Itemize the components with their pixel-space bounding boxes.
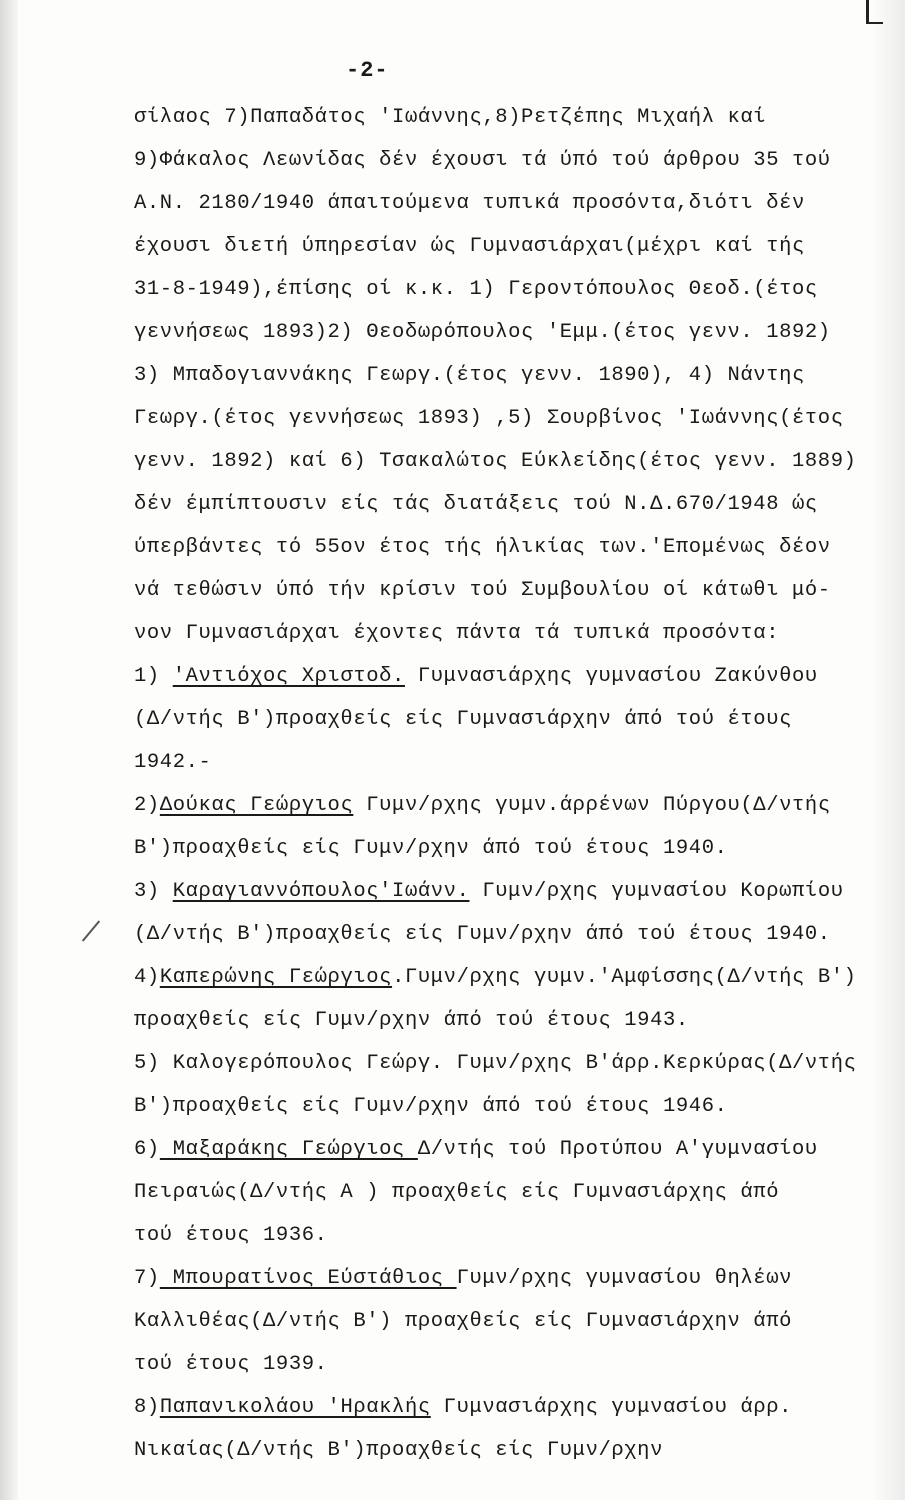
text-line (134, 1351, 328, 1379)
text-line (134, 1136, 818, 1164)
underlined-name: 'Αντιόχος Χριστοδ. (172, 665, 405, 688)
text-line (134, 663, 818, 691)
line-text: Πειραιώς(Δ/ντής Α ) προαχθείς είς Γυμνασιάρχης άπό (134, 1181, 780, 1204)
line-text: 8) (134, 1396, 160, 1419)
left-margin-shadow (0, 0, 18, 1500)
line-text: Γυμν/ρχης γυμνασίου Κορωπίου (469, 880, 844, 903)
line-text: Β')προαχθείς είς Γυμν/ρχην άπό τού έτους 1946. (134, 1095, 728, 1118)
right-margin-shadow (871, 0, 905, 1500)
line-text: σίλαος 7)Παπαδάτος 'Ιωάννης,8)Ρετζέπης Μιχαήλ καί (134, 106, 767, 129)
line-text: ύπερβάντες τό 55ον έτος τής ήλικίας των.'Επομένως δέον (134, 536, 831, 559)
line-text: Καλλιθέας(Δ/ντής Β') προαχθείς είς Γυμνασιάρχην άπό (134, 1310, 793, 1333)
line-text: Γυμνασιάρχης γυμνασίου Ζακύνθου (404, 665, 818, 688)
underlined-name: Μπουρατίνος Εύστάθιος (159, 1267, 457, 1290)
text-line (134, 749, 211, 777)
line-text: τού έτους 1939. (134, 1353, 328, 1376)
line-text: 1942.- (134, 751, 212, 774)
line-text: προαχθείς είς Γυμν/ρχην άπό τού έτους 1943. (134, 1009, 689, 1032)
line-text: Νικαίας(Δ/ντής Β')προαχθείς είς Γυμν/ρχην (134, 1439, 663, 1462)
text-line (134, 104, 766, 132)
text-line (134, 1308, 792, 1336)
line-text: Δ/ντής τού Προτύπου Α'γυμνασίου (417, 1138, 818, 1161)
corner-mark (866, 0, 883, 24)
text-line (134, 1007, 689, 1035)
text-line (134, 1437, 663, 1465)
text-line (134, 577, 831, 605)
line-text: Α.Ν. 2180/1940 άπαιτούμενα τυπικά προσόντα,διότι δέν (134, 192, 805, 215)
text-line (134, 1179, 779, 1207)
text-line (134, 362, 805, 390)
line-text: έχουσι διετή ύπηρεσίαν ώς Γυμνασιάρχαι(μέχρι καί τής (134, 235, 805, 258)
text-line (134, 1394, 792, 1422)
line-text: 3) Μπαδογιαννάκης Γεωργ.(έτος γενν. 1890), 4) Νάντης (134, 364, 805, 387)
text-line (134, 1093, 728, 1121)
text-line (134, 1222, 328, 1250)
line-text: Γυμνασιάρχης γυμνασίου άρρ. (430, 1396, 793, 1419)
text-line (134, 276, 818, 304)
line-text: .Γυμν/ρχης γυμν.'Αμφίσσης(Δ/ντής Β') (392, 966, 857, 989)
line-text: γενν. 1892) καί 6) Τσακαλώτος Εύκλείδης(έτος γενν. 1889) (134, 450, 857, 473)
underlined-name: Μαξαράκης Γεώργιος (159, 1138, 418, 1161)
text-line (134, 190, 805, 218)
line-text: 6) (134, 1138, 160, 1161)
line-text: 5) Καλογερόπουλος Γεώργ. Γυμν/ρχης Β'άρρ.Κερκύρας(Δ/ντής (134, 1052, 857, 1075)
line-text: 2) (134, 794, 160, 817)
underlined-name: Δούκας Γεώργιος (159, 794, 354, 817)
line-text: (Δ/ντής Β')προαχθείς είς Γυμν/ρχην άπό τού έτους 1940. (134, 923, 831, 946)
line-text: 9)Φάκαλος Λεωνίδας δέν έχουσι τά ύπό τού άρθρου 35 τού (134, 149, 831, 172)
line-text: τού έτους 1936. (134, 1224, 328, 1247)
line-text: 7) (134, 1267, 160, 1290)
line-text: νά τεθώσιν ύπό τήν κρίσιν τού Συμβουλίου οί κάτωθι μό- (134, 579, 831, 602)
text-line (134, 1050, 857, 1078)
line-text: 4) (134, 966, 160, 989)
text-line (134, 147, 831, 175)
text-line (134, 405, 844, 433)
line-text: 1) (134, 665, 173, 688)
stray-pen-mark (82, 920, 100, 941)
text-line (134, 1265, 792, 1293)
text-line (134, 964, 857, 992)
text-line (134, 534, 831, 562)
underlined-name: Παπανικολάου 'Ηρακλής (159, 1396, 431, 1419)
text-line (134, 233, 805, 261)
line-text: Β')προαχθείς είς Γυμν/ρχην άπό τού έτους 1940. (134, 837, 728, 860)
line-text: 3) (134, 880, 173, 903)
text-line (134, 921, 831, 949)
line-text: Γυμν/ρχης γυμν.άρρένων Πύργου(Δ/ντής (353, 794, 831, 817)
text-line (134, 448, 857, 476)
text-line (134, 792, 831, 820)
line-text: Γυμν/ρχης γυμνασίου θηλέων (456, 1267, 793, 1290)
text-line (134, 491, 818, 519)
underlined-name: Καραγιαννόπουλος'Ιωάνν. (172, 880, 470, 903)
text-line (134, 878, 844, 906)
page-number: -2- (346, 58, 389, 83)
line-text: γεννήσεως 1893)2) Θεοδωρόπουλος 'Εμμ.(έτος γενν. 1892) (134, 321, 831, 344)
text-line (134, 319, 831, 347)
underlined-name: Καπερώνης Γεώργιος (159, 966, 393, 989)
line-text: νον Γυμνασιάρχαι έχοντες πάντα τά τυπικά προσόντα: (134, 622, 780, 645)
line-text: δέν έμπίπτουσιν είς τάς διατάξεις τού Ν.Δ.670/1948 ώς (134, 493, 818, 516)
text-line (134, 835, 728, 863)
line-text: 31-8-1949),έπίσης οί κ.κ. 1) Γεροντόπουλος Θεοδ.(έτος (134, 278, 818, 301)
line-text: (Δ/ντής Β')προαχθείς είς Γυμνασιάρχην άπό τού έτους (134, 708, 793, 731)
text-line (134, 706, 792, 734)
text-line (134, 620, 779, 648)
line-text: Γεωργ.(έτος γεννήσεως 1893) ,5) Σουρβίνος 'Ιωάννης(έτος (134, 407, 844, 430)
